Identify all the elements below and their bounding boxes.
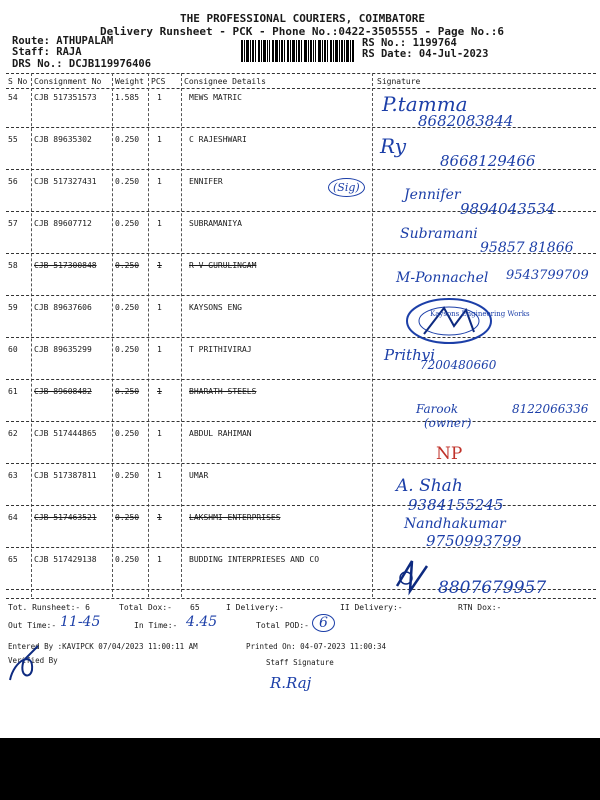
row-sno: 61 [8,387,18,396]
header-bottom-rule [6,88,596,89]
row-rule [6,421,596,422]
ii-delivery: II Delivery:- [340,603,403,612]
row-consignment: CJB 517429138 [34,555,97,564]
company-stamp-text-59: Kaysons Engineering Works [430,310,530,318]
signature-61-sub: (owner) [424,416,472,430]
row-weight: 0.250 [115,513,140,522]
phone-60: 7200480660 [420,358,497,372]
row-sno: 64 [8,513,18,522]
company-stamp-59 [404,296,494,346]
row-consignee: MEWS MATRIC [189,93,242,102]
phone-64: 9750993799 [426,532,522,550]
signature-54: P.tamma [382,92,468,116]
row-sno: 63 [8,471,18,480]
col-divider [181,73,182,597]
row-pcs: 1 [157,93,162,102]
row-consignment: CJB 89635299 [34,345,92,354]
phone-58: 9543799709 [506,268,589,283]
row-sno: 57 [8,219,18,228]
entered-by: Entered By :KAVIPCK 07/04/2023 11:00:11 AM [8,642,198,651]
doc-subtitle: Delivery Runsheet - PCK - Phone No.:0422-3505555 - Page No.:6 [100,25,504,38]
row-rule [6,505,596,506]
row-consignee: C RAJESHWARI [189,135,247,144]
row-consignee: UMAR [189,471,209,480]
col-divider [372,73,373,597]
row-weight: 0.250 [115,303,140,312]
barcode [241,40,355,62]
row-consignment: CJB 89608482 [34,387,92,396]
row-consignee: BUDDING INTERPRIESES AND CO [189,555,320,564]
row-consignee: KAYSONS ENG [189,303,242,312]
rs-number: RS No.: 1199764 [362,37,457,49]
row-consignee: T PRITHIVIRAJ [189,345,252,354]
row-weight: 0.250 [115,261,140,270]
row-sno: 55 [8,135,18,144]
row-rule [6,295,596,296]
row-pcs: 1 [157,471,162,480]
row-pcs: 1 [157,555,162,564]
signature-58: M-Ponnachel [396,270,489,286]
rs-date: RS Date: 04-Jul-2023 [362,48,489,60]
row-sno: 60 [8,345,18,354]
col-divider [31,73,32,597]
total-dox-label: Total Dox:- [119,603,172,612]
row-consignment: CJB 89637606 [34,303,92,312]
total-pod-label: Total POD:- [256,621,309,630]
printed-on: Printed On: 04-07-2023 11:00:34 [246,642,386,651]
route: Route: ATHUPALAM [12,35,114,47]
row-weight: 0.250 [115,219,140,228]
total-dox-value: 65 [190,603,200,612]
row-consignee: BHARATH STEELS [189,387,257,396]
row-consignment: CJB 517387811 [34,471,97,480]
row-pcs: 1 [157,345,162,354]
col-header-signature: Signature [377,77,421,86]
col-header-pcs: PCS [151,77,166,86]
row-consignment: CJB 517351573 [34,93,97,102]
row-weight: 0.250 [115,429,140,438]
total-pod-value: 6 [312,614,335,632]
verified-by: Verified By [8,656,58,665]
row-weight: 0.250 [115,345,140,354]
row-rule [6,337,596,338]
phone-61: 8122066336 [512,402,589,416]
row-consignee: LAKSHMI ENTERPRISES [189,513,281,522]
row-pcs: 1 [157,135,162,144]
i-delivery: I Delivery:- [226,603,284,612]
row-sno: 56 [8,177,18,186]
row-weight: 0.250 [115,387,140,396]
col-header-weight: Weight [115,77,144,86]
drs-number: DRS No.: DCJB119976406 [12,58,152,70]
signature-65 [392,556,432,596]
row-consignee: R V GURULINGAM [189,261,257,270]
row-consignee: ABDUL RAHIMAN [189,429,252,438]
verifier-signature [4,640,44,686]
row-consignment: CJB 89635302 [34,135,92,144]
col-divider [148,73,149,597]
footer-rule [6,598,596,599]
row-consignment: CJB 517463521 [34,513,97,522]
row-sno: 54 [8,93,18,102]
signature-mark-56: (Sig) [328,178,365,197]
row-pcs: 1 [157,429,162,438]
col-header-consignment: Consignment No [34,77,102,86]
row-consignee: SUBRAMANIYA [189,219,242,228]
row-sno: 59 [8,303,18,312]
signature-60: Prithvi [384,346,436,364]
row-weight: 1.585 [115,93,140,102]
phone-63: 9384155245 [408,496,504,514]
row-pcs: 1 [157,177,162,186]
row-consignee: ENNIFER [189,177,223,186]
staff: Staff: RAJA [12,46,82,58]
row-consignment: CJB 517327431 [34,177,97,186]
signature-57: Subramani [400,226,478,242]
phone-55: 8668129466 [440,152,536,170]
signature-64: Nandhakumar [404,516,506,532]
in-time-value: 4.45 [186,614,218,630]
row-weight: 0.250 [115,135,140,144]
row-consignment: CJB 517444865 [34,429,97,438]
scan-border [0,738,600,800]
row-pcs: 1 [157,219,162,228]
phone-56: 9894043534 [460,200,556,218]
col-header-sno: S No [8,77,28,86]
note-62: NP [436,444,463,464]
row-weight: 0.250 [115,555,140,564]
phone-54: 8682083844 [418,112,514,130]
row-rule [6,379,596,380]
signature-61: Farook [416,402,459,416]
col-divider [112,73,113,597]
row-sno: 62 [8,429,18,438]
signature-63: A. Shah [396,476,463,496]
staff-signature-label: Staff Signature [266,658,334,667]
row-pcs: 1 [157,261,162,270]
staff-signature: R.Raj [270,674,312,692]
row-weight: 0.250 [115,471,140,480]
col-header-consignee: Consignee Details [184,77,266,86]
row-sno: 65 [8,555,18,564]
row-consignment: CJB 517300848 [34,261,97,270]
out-time-value: 11-45 [60,614,101,630]
row-pcs: 1 [157,387,162,396]
row-rule [6,463,596,464]
row-consignment: CJB 89607712 [34,219,92,228]
signature-55: Ry [380,134,407,158]
in-time-label: In Time:- [134,621,178,630]
phone-65: 8807679957 [438,578,547,598]
table-top-rule [6,73,596,74]
phone-57: 95857 81866 [480,240,574,256]
doc-title: THE PROFESSIONAL COURIERS, COIMBATORE [180,12,426,25]
row-sno: 58 [8,261,18,270]
rtn-dox: RTN Dox:- [458,603,502,612]
row-pcs: 1 [157,513,162,522]
row-weight: 0.250 [115,177,140,186]
out-time-label: Out Time:- [8,621,57,630]
total-runsheet: Tot. Runsheet:- 6 [8,603,90,612]
row-pcs: 1 [157,303,162,312]
signature-56: Jennifer [404,187,461,203]
